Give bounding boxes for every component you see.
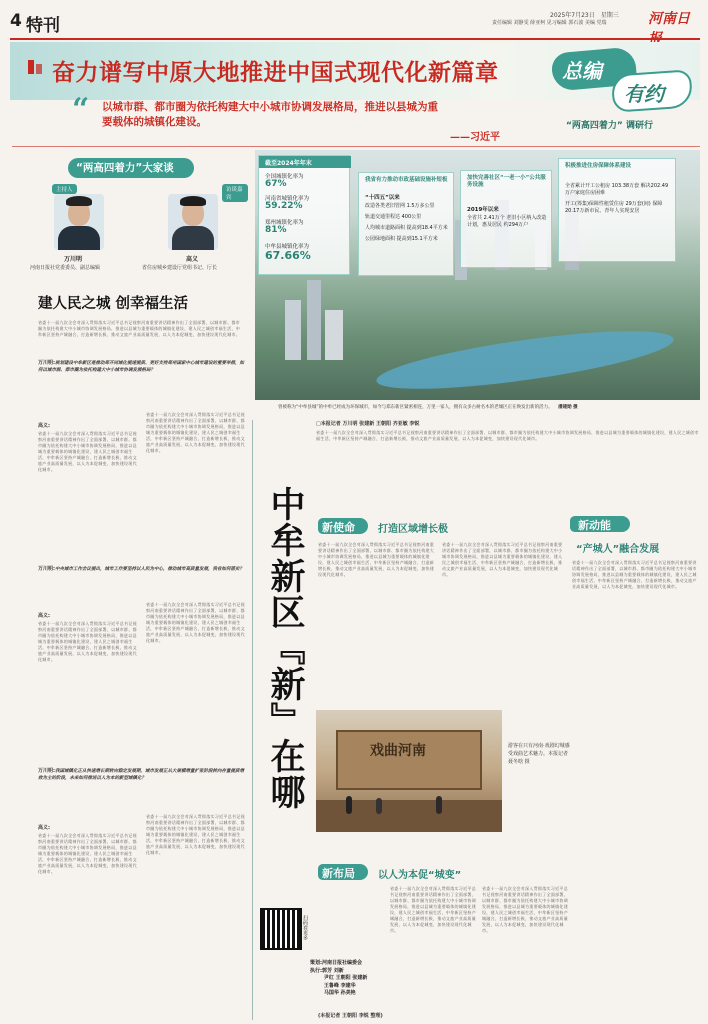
question-2-text: 中央城市工作会议提出，城市工作要坚持以人民为中心，推动城市高质量发展，我省如何落实？ <box>55 567 244 572</box>
page-number: 4 <box>10 11 22 31</box>
quote-author: ——习近平 <box>450 132 500 143</box>
chapter-1-title: 打造区域增长极 <box>378 524 448 535</box>
chapter-2-heading <box>570 516 700 556</box>
photo-credit: 潘建勋 摄 <box>558 405 578 410</box>
guest-title: 省住房城乡建设厅党组书记、厅长 <box>142 265 218 271</box>
stats-box-2-list <box>365 203 451 243</box>
question-3-label: 万川明: <box>38 768 55 774</box>
stat-zhongmou-label: 中牟县城镇化率为 <box>265 244 310 250</box>
badge-top: 总编 <box>562 59 602 83</box>
dialogue-main-title: 建人民之城 创幸福生活 <box>38 295 189 312</box>
stats-box-3-sub: 2019年以来 <box>467 207 499 213</box>
intro-text <box>38 320 244 354</box>
question-1-label: 万川明: <box>38 360 55 366</box>
answer-2 <box>38 602 138 752</box>
answer-3-col2 <box>146 814 246 1014</box>
question-2 <box>38 566 244 596</box>
chapter-2-title: “产城人”融合发展 <box>576 544 660 555</box>
question-3-text: 我国城镇化正从快速增长期转向稳定发展期，城市发展正从大规模增量扩张阶段转向存量提质增效为主的阶段，未来如何推进以人为本的新型城镇化？ <box>38 769 244 781</box>
stats-box-1-title: 截至2024年年末 <box>265 160 312 167</box>
drama-theater-photo <box>316 710 502 832</box>
chapter-2-label: 新动能 <box>578 519 611 532</box>
headline-bars <box>28 60 46 74</box>
chapter-3-col2 <box>482 886 568 1012</box>
dialogue-title: “两高四着力”大家谈 <box>76 162 174 174</box>
photo-caption <box>278 404 698 412</box>
question-1 <box>38 360 244 406</box>
stats-box-2-sub: “十四五”以来 <box>365 195 400 201</box>
stat-item: 改造各类老旧管网 1.5万多公里 <box>365 203 435 209</box>
stat-item: 人均城市道路面积 提高到18.4平方米 <box>365 225 448 231</box>
guest-portrait-avatar <box>168 194 218 250</box>
guest-name: 高义 <box>186 256 199 263</box>
header-rule <box>10 38 700 40</box>
qr-code <box>262 910 300 948</box>
stats-box-2-title: 我省有力推动市政基础设施补短板 <box>365 177 448 183</box>
main-headline: 奋力谱写中原大地推进中国式现代化新篇章 <box>52 59 499 86</box>
credits: 策划:河南日报社编委会 执行:郭芳 刘新 尹红 王朝阳 张建新 王鲁峰 李建华 马国华 孙美艳 <box>310 960 368 996</box>
stat-item: 公园绿地面积 提高到15.1平方米 <box>365 236 438 242</box>
stats-box-4-list <box>565 183 671 215</box>
chapter-3-col1 <box>390 886 476 1012</box>
newspaper-logo: 河南日报 <box>648 11 690 47</box>
page-section: 特刊 <box>26 16 60 36</box>
answer-1-col2 <box>146 412 246 552</box>
stat-henan-value: 59.22% <box>265 201 303 211</box>
guest-label: 访谈嘉宾 <box>222 184 248 202</box>
theater-photo-caption: 游客在只有河南·戏剧幻城感受戏曲艺术魅力。本报记者 聂冬晗 摄 <box>508 743 570 765</box>
chapter-1-heading <box>318 518 564 538</box>
stat-zhongmou-value: 67.66% <box>265 249 311 262</box>
host-card <box>30 184 126 282</box>
stats-box-4-title: 积极推进住房保障体系建设 <box>565 163 632 169</box>
stat-item: 全省共 2.41万个 老旧小区纳入改造计划，惠及居民 约294万户 <box>467 215 547 228</box>
chapter-3-label: 新布局 <box>322 867 355 880</box>
page-header <box>10 8 700 47</box>
quote-rule <box>12 146 700 147</box>
photo-caption-text: 曾被称为“中牟县城”的中牟已经成为环保城市，如今与郑东新区紧密相连，万里一家人，拥有众多古树名木的老城区正在焕发出新的活力。 <box>278 405 553 410</box>
stats-box-3 <box>460 170 552 268</box>
quote-text: 以城市群、都市圈为依托构建大中小城市协调发展格局，推进以县城为重要载体的城镇化建设。 <box>102 101 438 128</box>
guest-card <box>142 184 248 282</box>
question-3 <box>38 768 244 808</box>
series-badge <box>552 50 700 136</box>
qr-label: 扫码看更多 <box>302 915 308 940</box>
stat-zhengzhou-label: 郑州城镇化率为 <box>265 220 304 226</box>
answer-1 <box>38 412 138 552</box>
stat-national-label: 全国城镇化率为 <box>265 174 304 180</box>
answer-2-col2 <box>146 602 246 752</box>
quote-mark-icon: “ <box>72 92 90 127</box>
question-2-label: 万川明: <box>38 566 55 572</box>
stats-box-4 <box>558 158 676 262</box>
big-vertical-title: 中牟新区『新』在哪 <box>265 486 306 810</box>
stat-item: 轨道交通里程达 400公里 <box>365 214 422 220</box>
chapter-1-label: 新使命 <box>322 521 355 534</box>
stat-national-value: 67% <box>265 179 287 189</box>
footer-author: (本报记者 王朝阳 李锐 整理) <box>318 1013 383 1019</box>
stat-henan-label: 河南省城镇化率为 <box>265 196 310 202</box>
quote-block <box>72 92 542 143</box>
answer-1-label: 高义: <box>38 423 50 429</box>
report-lead: □本报记者 万川明 张建新 王朝阳 齐亚敏 李锐 <box>316 421 420 427</box>
report-intro <box>316 430 700 492</box>
answer-3-label: 高义: <box>38 825 50 831</box>
dialogue-section <box>12 150 250 1020</box>
chapter-2-body <box>572 560 698 1016</box>
host-title: 河南日报社党委委员、副总编辑 <box>30 265 101 271</box>
stat-zhengzhou-value: 81% <box>265 225 287 235</box>
stats-box-3-title: 加快完善社区“一老一小”公共服务设施 <box>467 175 546 188</box>
editor-credits: 责任编辑 刘静雯 薛亚柯 见习编辑 郭石波 美编 党瑞 <box>492 20 607 26</box>
issue-date: 2025年7月23日 星期三 <box>550 12 619 19</box>
answer-3 <box>38 814 138 1014</box>
stats-box-2 <box>358 172 454 276</box>
stats-box-1 <box>258 155 350 275</box>
badge-bottom: 有约 <box>624 82 664 106</box>
chapter-3-heading <box>318 864 568 884</box>
column-divider <box>252 420 253 1020</box>
host-label: 主持人 <box>52 184 77 194</box>
badge-subtitle: “两高四着力” 调研行 <box>566 121 653 131</box>
stat-item: 全省累计开工公租房 103.38万套 解决202.49万户家庭住房困难 <box>565 183 669 196</box>
question-1-text: 规划建设中牟新区是推动郑开同城化提速提质、更好支持郑州国家中心城市建设的重要举措，如何以城市群、都市圈为依托构建大中小城市协调发展格局？ <box>38 361 244 373</box>
host-portrait-avatar <box>54 194 104 250</box>
host-name: 万川明 <box>64 256 83 263</box>
chapter-3-title: 以人为本促“城变” <box>378 870 462 881</box>
answer-2-label: 高义: <box>38 613 50 619</box>
stat-item: 开工(筹集)保障性租赁住房 29万套(间) 保障20.17万新市民、青年人实现安居 <box>565 201 663 214</box>
theater-sign: 戏曲河南 <box>370 743 426 759</box>
